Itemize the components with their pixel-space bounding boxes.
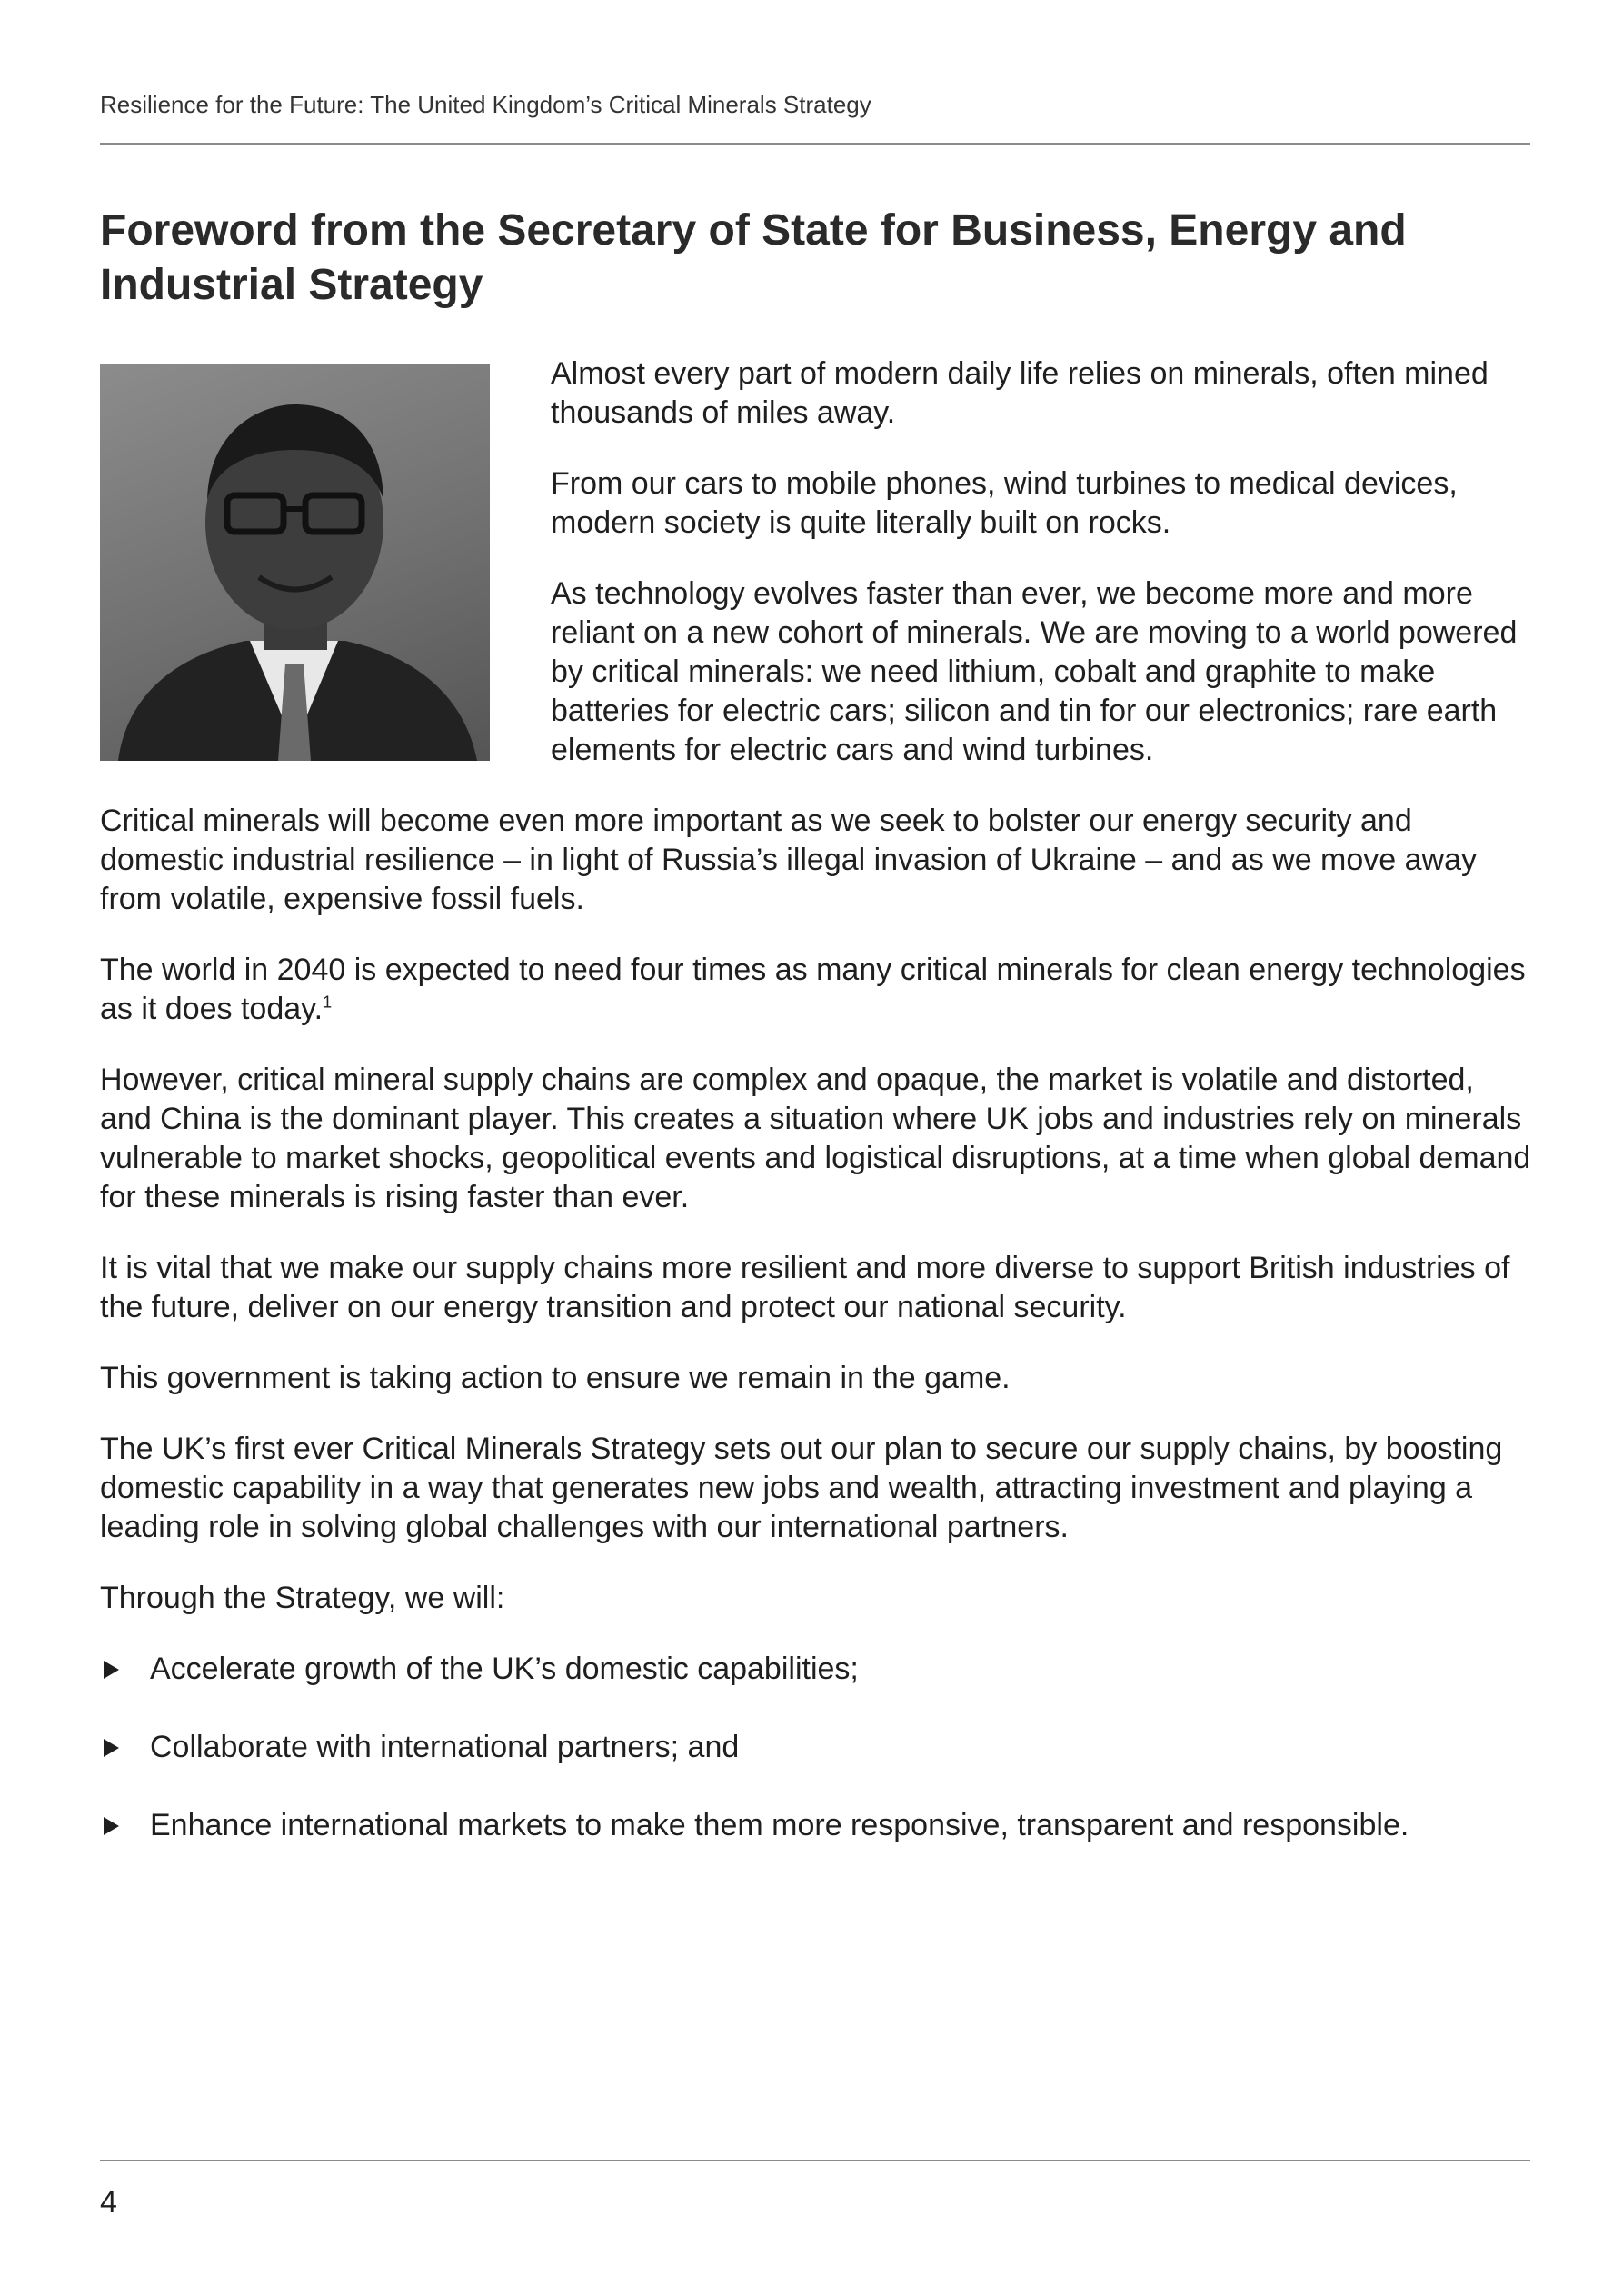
strategy-bullet-list	[100, 1650, 1532, 1845]
body-paragraph: Through the Strategy, we will:	[100, 1581, 505, 1615]
footer-divider	[100, 2160, 1530, 2161]
bullet-item	[100, 1650, 1532, 1689]
triangle-bullet-icon	[104, 1817, 119, 1835]
header-divider	[100, 143, 1530, 145]
body-paragraph: Critical minerals will become even more important as we seek to bolster our energy security and domestic industrial resilience – in light of Russia’s illegal invasion of Ukraine – and as we move away from volatile, expensive fossil fuels.	[100, 804, 1478, 916]
body-paragraph-text: The world in 2040 is expected to need four times as many critical minerals for clean energy technologies as it does today.	[100, 953, 1526, 1026]
running-header: Resilience for the Future: The United Kingdom’s Critical Minerals Strategy	[100, 91, 871, 118]
body-paragraph-footnoted	[100, 951, 1532, 1029]
intro-column	[551, 354, 1532, 802]
bullet-item	[100, 1728, 1532, 1767]
body-paragraph: This government is taking action to ensure we remain in the game.	[100, 1361, 1011, 1395]
bullet-text: Accelerate growth of the UK’s domestic capabilities;	[150, 1652, 859, 1686]
intro-paragraph: From our cars to mobile phones, wind turbines to medical devices, modern society is quite literally built on rocks.	[551, 466, 1458, 540]
bullet-text: Collaborate with international partners; and	[150, 1730, 740, 1764]
intro-paragraph: As technology evolves faster than ever, we become more and more reliant on a new cohort of minerals. We are moving to a world powered by critical minerals: we need lithium, cobalt and graphite to make batteries for electric cars; silicon and tin for our electronics; rare earth elements for electric cars and wind turbines.	[551, 576, 1518, 767]
page-number: 4	[100, 2185, 117, 2220]
portrait-photo	[100, 364, 490, 761]
bullet-text: Enhance international markets to make them more responsive, transparent and responsible.	[150, 1808, 1409, 1842]
page-title: Foreword from the Secretary of State for Business, Energy and Industrial Strategy	[100, 206, 1407, 309]
body-text	[100, 802, 1532, 1884]
bullet-item	[100, 1806, 1532, 1845]
intro-paragraph: Almost every part of modern daily life relies on minerals, often mined thousands of miles away.	[551, 356, 1489, 430]
footnote-marker: 1	[323, 993, 333, 1012]
body-paragraph: However, critical mineral supply chains are complex and opaque, the market is volatile and distorted, and China is the dominant player. This creates a situation where UK jobs and industries rely on minerals vulnerable to market shocks, geopolitical events and logistical disruptions, at a time when global demand for these minerals is rising faster than ever.	[100, 1063, 1531, 1214]
triangle-bullet-icon	[104, 1739, 119, 1757]
body-paragraph: It is vital that we make our supply chains more resilient and more diverse to support British industries of the future, deliver on our energy transition and protect our national security.	[100, 1251, 1510, 1324]
triangle-bullet-icon	[104, 1661, 119, 1679]
body-paragraph: The UK’s first ever Critical Minerals Strategy sets out our plan to secure our supply chains, by boosting domestic capability in a way that generates new jobs and wealth, attracting investment and playing a leading role in solving global challenges with our international partners.	[100, 1432, 1503, 1544]
